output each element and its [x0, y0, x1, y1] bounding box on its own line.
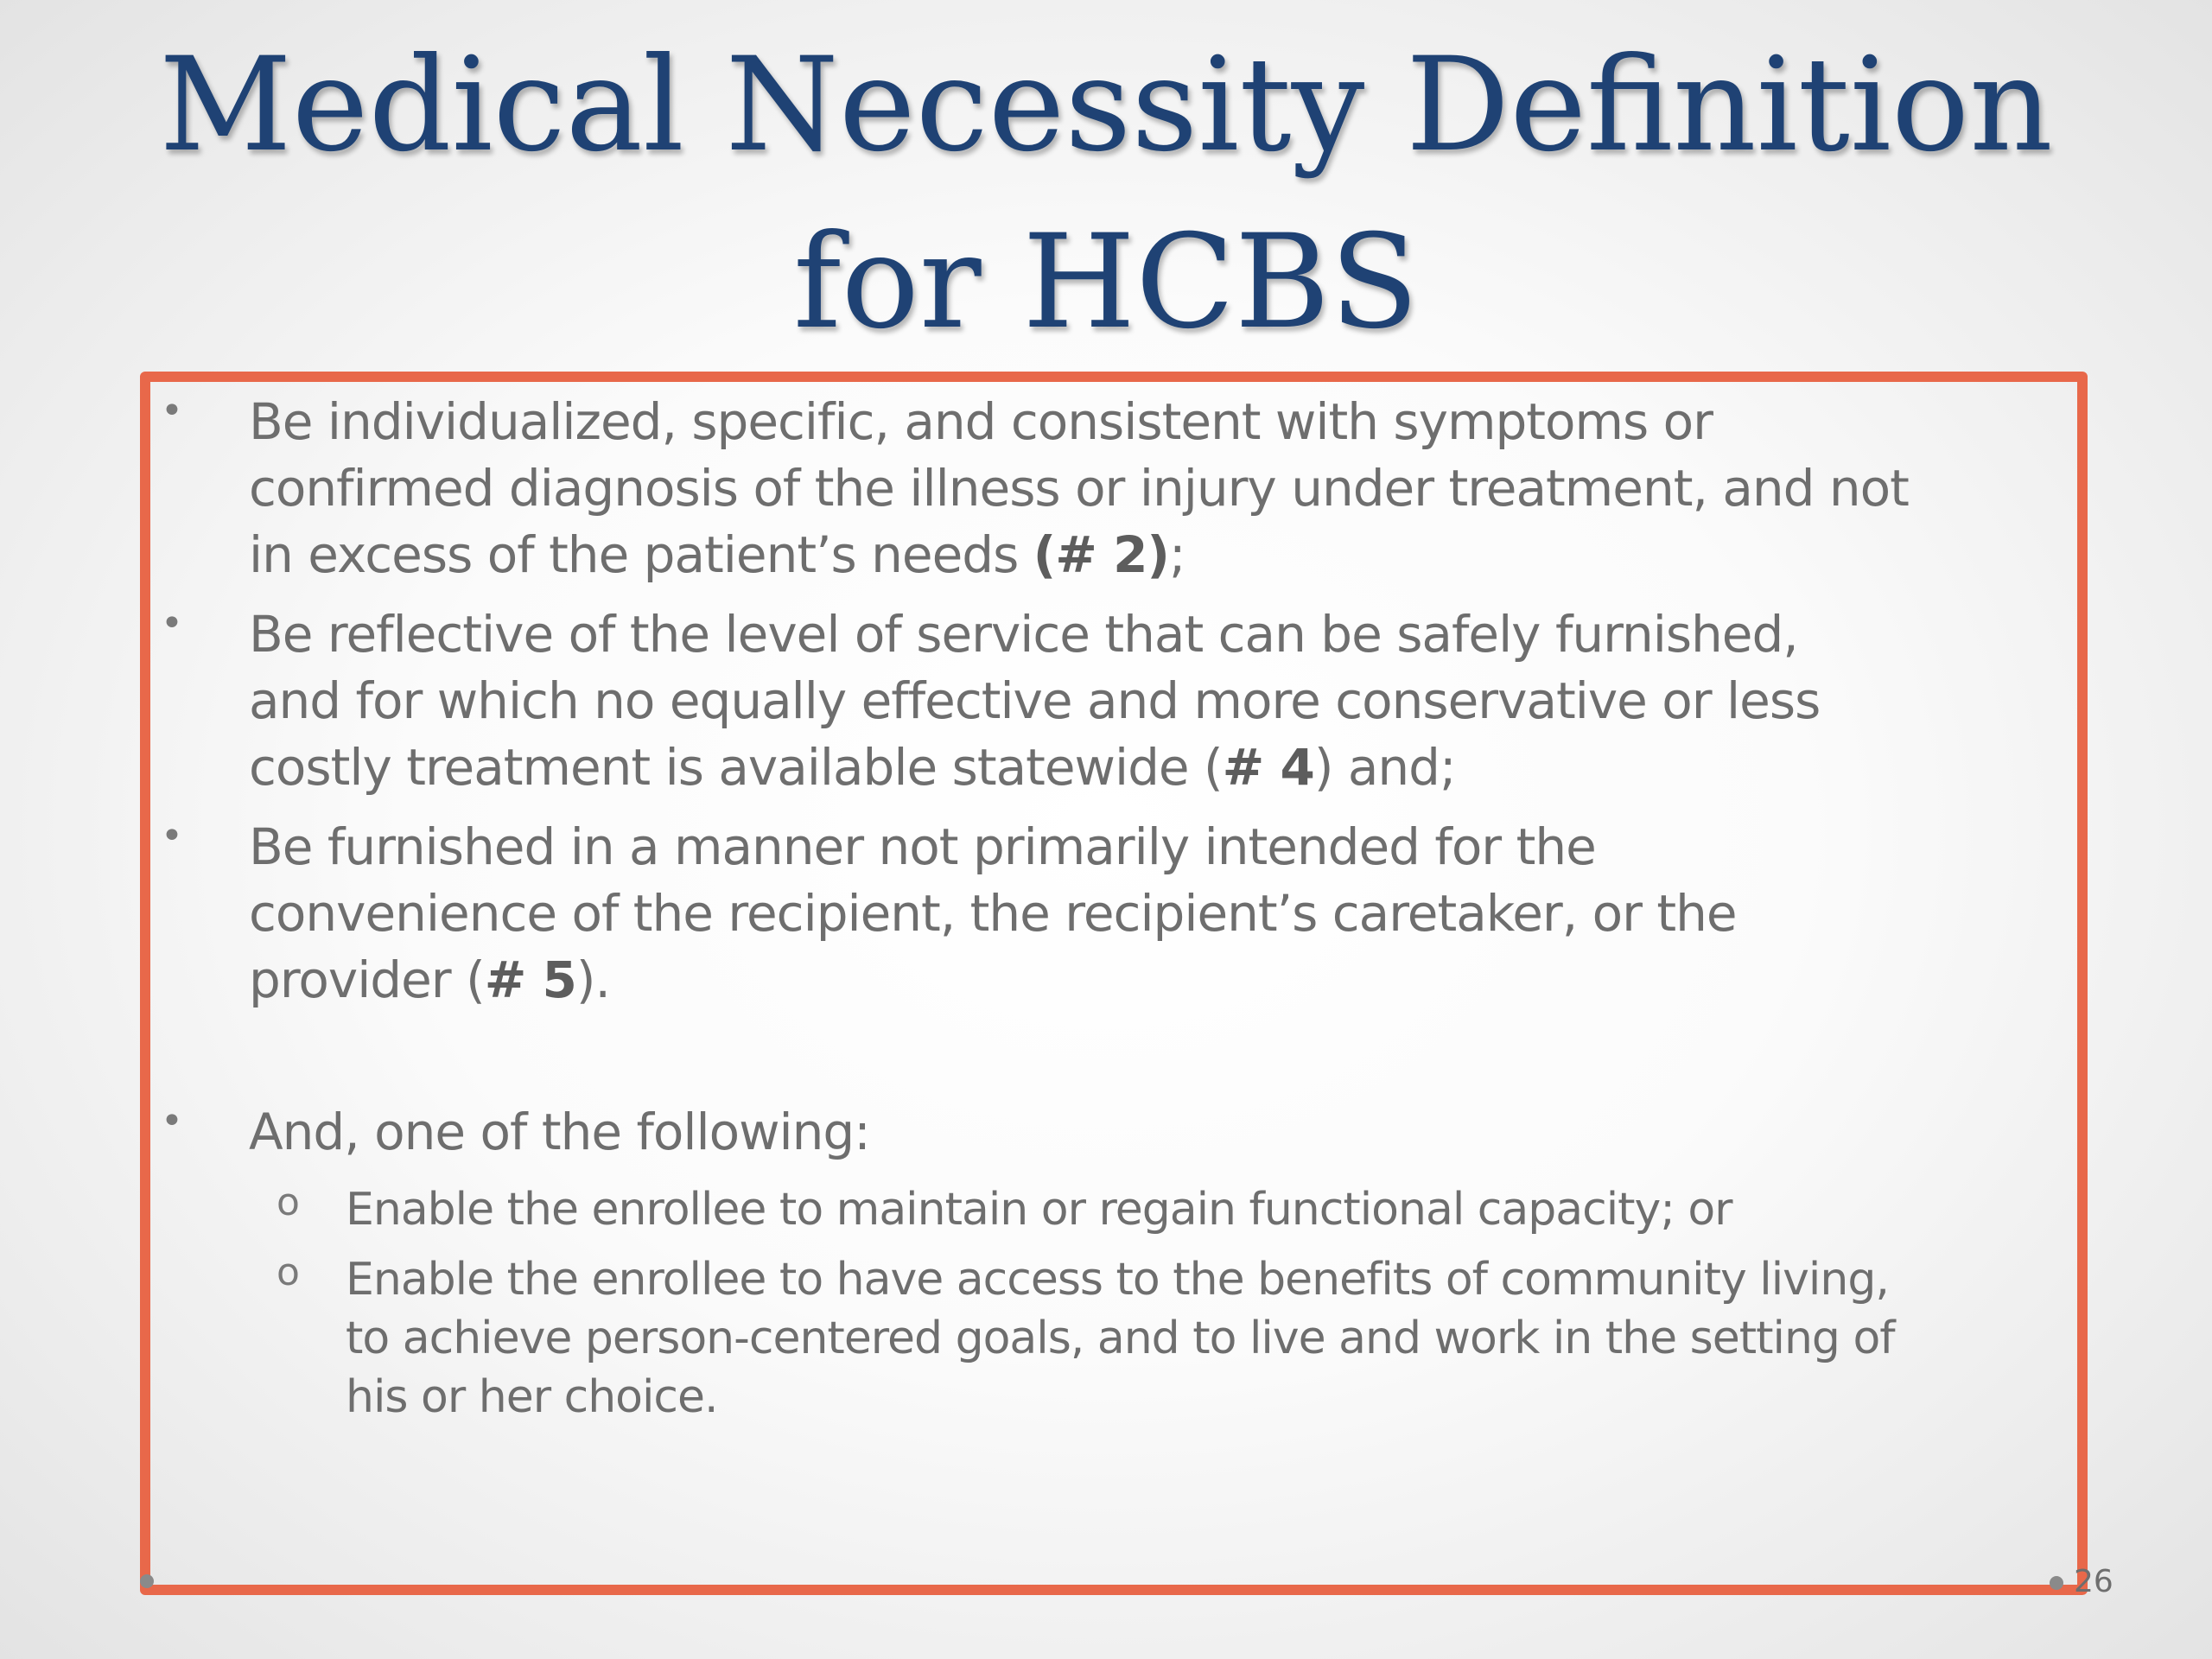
reference-number: # 5: [484, 950, 576, 1009]
reference-number: # 4: [1222, 738, 1314, 797]
bullet-line-prefix: costly treatment is available statewide (: [249, 738, 1223, 797]
bullet-line: convenience of the recipient, the recipient’s caretaker, or the: [249, 884, 1737, 943]
bullet-line-prefix: provider (: [249, 950, 485, 1009]
bullet-line-suffix: ) and;: [1313, 738, 1456, 797]
corner-dot: [140, 1574, 154, 1588]
bullet-marker: •: [161, 814, 183, 858]
bullet-line: Be individualized, specific, and consistent with symptoms or: [249, 392, 1713, 451]
sub-bullet-text: [346, 1250, 2117, 1427]
bullet-line: Be furnished in a manner not primarily intended for the: [249, 817, 1596, 876]
reference-number: (# 2): [1033, 525, 1169, 584]
sub-bullet-line: Enable the enrollee to have access to the benefits of community living,: [346, 1254, 1889, 1306]
sub-bullet-line: Enable the enrollee to maintain or regain functional capacity; or: [346, 1184, 1732, 1236]
bullet-line: [249, 734, 2193, 801]
slide-title-line-1: Medical Necessity Definition: [159, 30, 2053, 181]
bullet-line: And, one of the following:: [249, 1103, 870, 1161]
bullet-line: [249, 522, 2193, 588]
sub-bullet-marker: o: [276, 1250, 300, 1294]
corner-dot: [2050, 1576, 2063, 1590]
sub-bullet-line: his or her choice.: [346, 1371, 718, 1423]
sub-bullet-marker: o: [276, 1180, 300, 1224]
bullet-text: [249, 601, 2193, 801]
bullet-line: [249, 947, 2193, 1014]
bullet-text: [249, 1099, 2193, 1166]
bullet-marker: •: [161, 1099, 183, 1143]
sub-bullet-text: [346, 1180, 2117, 1239]
bullet-line-suffix: ;: [1168, 525, 1185, 584]
slide-title-line-2: for HCBS: [793, 207, 1419, 358]
bullet-line-suffix: ).: [575, 950, 610, 1009]
bullet-text: [249, 389, 2193, 588]
bullet-line: Be reflective of the level of service that can be safely furnished,: [249, 605, 1798, 664]
page-number: 26: [2074, 1564, 2113, 1599]
sub-bullet-line: to achieve person-centered goals, and to live and work in the setting of: [346, 1313, 1895, 1364]
bullet-line: and for which no equally effective and more conservative or less: [249, 671, 1821, 730]
bullet-line: confirmed diagnosis of the illness or injury under treatment, and not: [249, 459, 1909, 518]
bullet-marker: •: [161, 389, 183, 433]
bullet-text: [249, 814, 2193, 1014]
bullet-marker: •: [161, 601, 183, 645]
bullet-line-prefix: in excess of the patient’s needs: [249, 525, 1033, 584]
